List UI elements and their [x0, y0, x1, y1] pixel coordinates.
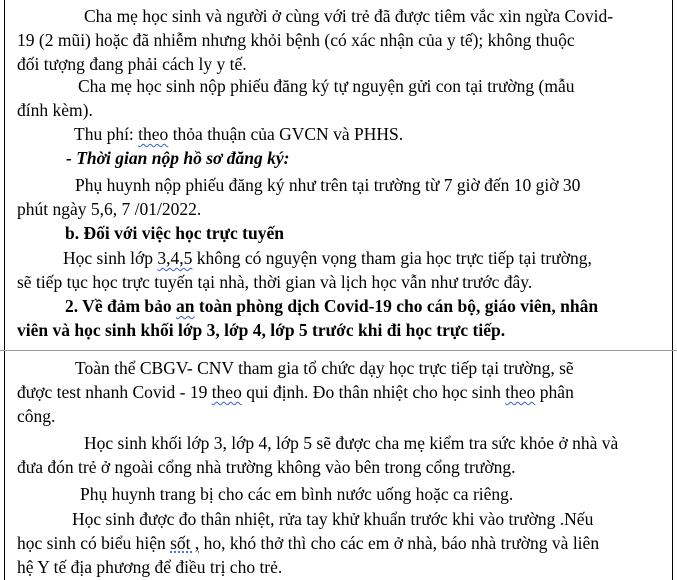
para-online-suffix: không có nguyện vọng tham gia học trực tiếp tại trường, [192, 248, 592, 268]
para-water: Phụ huynh trang bị cho các em bình nước uống hoặc ca riêng. [80, 484, 514, 504]
para-online-line1 [63, 246, 592, 270]
para-temperature-line2 [17, 531, 599, 555]
para-staff-line2-prefix: được test nhanh Covid - 19 [17, 382, 212, 402]
section-divider [0, 350, 677, 351]
section2-heading-prefix: 2. Về đảm bảo [65, 296, 177, 316]
para-staff-line2-underlined2: theo [505, 382, 536, 402]
para-temperature-line2-suffix: ho, khó thở thì cho các em ở nhà, báo nhà trường và liên [199, 533, 600, 553]
para-vaccinated-line1: Cha mẹ học sinh và người ở cùng với trẻ đã được tiêm vắc xin ngừa Covid- [84, 6, 614, 26]
para-staff-line2-middle: qui định. Đo thân nhiệt cho học sinh [241, 382, 506, 402]
para-health-line1: Học sinh khối lớp 3, lớp 4, lớp 5 sẽ được cha mẹ kiểm tra sức khỏe ở nhà và [84, 433, 619, 453]
deadline-heading: - Thời gian nộp hồ sơ đăng ký: [66, 148, 290, 168]
section2-heading-line1 [65, 294, 598, 318]
para-vaccinated-line3: đối tượng đang phải cách ly y tế. [17, 54, 247, 74]
online-heading: b. Đối với việc học trực tuyến [65, 223, 284, 243]
para-temperature-line2-prefix: học sinh có biểu hiện [17, 533, 171, 553]
para-temperature-line3: hệ Y tế địa phương để điều trị cho trẻ. [17, 557, 283, 577]
para-vaccinated-line2: 19 (2 mũi) hoặc đã nhiễm nhưng khỏi bệnh (có xác nhận của y tế); không thuộc [17, 30, 575, 50]
section2-heading-line2: viên và học sinh khối lớp 3, lớp 4, lớp 5 trước khi đi học trực tiếp. [17, 320, 506, 340]
para-staff-line3: công. [17, 406, 56, 426]
section2-heading-underlined: an [176, 296, 195, 316]
para-fee-suffix: thỏa thuận của GVCN và PHHS. [168, 124, 404, 144]
para-register-line1: Cha mẹ học sinh nộp phiếu đăng ký tự nguyện gửi con tại trường (mẫu [78, 76, 575, 96]
para-online-underlined: 3,4,5 [157, 248, 193, 268]
para-staff-line2 [17, 380, 574, 404]
para-health-line2: đưa đón trẻ ở ngoài cổng nhà trường không vào bên trong cổng trường. [17, 457, 516, 477]
para-online-line2: sẽ tiếp tục học trực tuyến tại nhà, thời gian và lịch học vẫn như trước đây. [17, 272, 533, 292]
para-deadline-line2: phút ngày 5,6, 7 /01/2022. [17, 199, 202, 219]
section2-heading-suffix: toàn phòng dịch Covid-19 cho cán bộ, giáo viên, nhân [194, 296, 599, 316]
para-fee-underlined: theo [138, 124, 169, 144]
page-border-left [4, 0, 5, 580]
para-fee-prefix: Thu phí: [74, 124, 139, 144]
para-deadline-line1: Phụ huynh nộp phiếu đăng ký như trên tại trường từ 7 giờ đến 10 giờ 30 [75, 175, 581, 195]
para-staff-line2-suffix: phân [535, 382, 574, 402]
para-fee [74, 122, 403, 146]
para-staff-line1: Toàn thể CBGV- CNV tham gia tổ chức dạy học trực tiếp tại trường, sẽ [75, 358, 574, 378]
para-staff-line2-underlined: theo [211, 382, 242, 402]
page-border-right [672, 0, 673, 580]
para-temperature-line1: Học sinh được đo thân nhiệt, rửa tay khử khuẩn trước khi vào trường .Nếu [72, 509, 594, 529]
para-online-prefix: Học sinh lớp [63, 248, 158, 268]
para-temperature-line2-underlined: sốt , [170, 533, 200, 553]
para-register-line2: đính kèm). [17, 100, 93, 120]
